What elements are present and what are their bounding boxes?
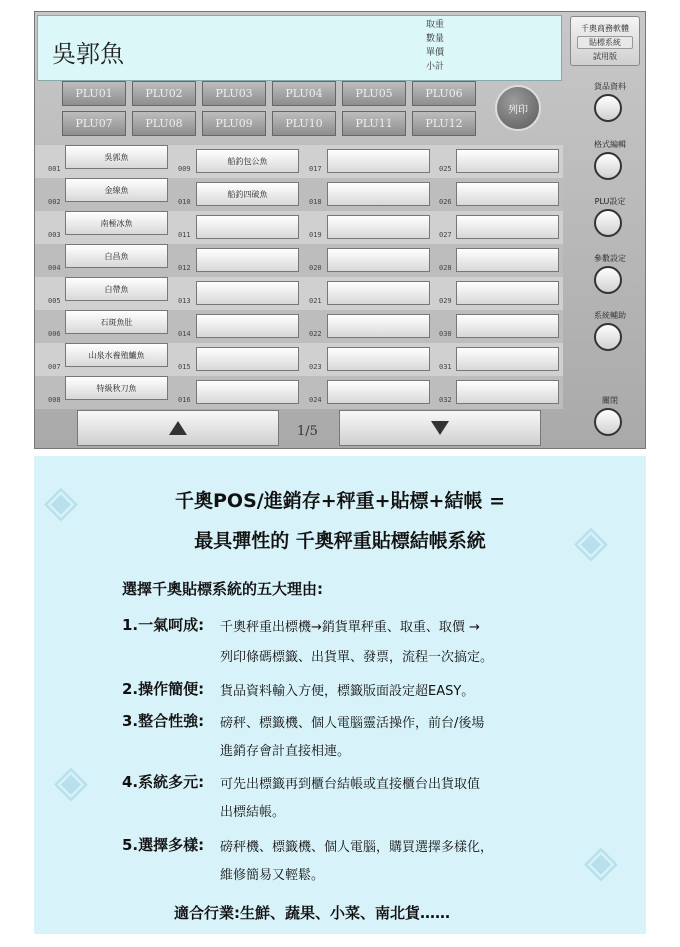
ticket-icon: ◈ xyxy=(584,836,618,887)
triangle-down-icon xyxy=(431,421,449,435)
plu-slot-button[interactable] xyxy=(456,215,559,239)
slot-number: 029 xyxy=(439,297,452,305)
item-display-panel xyxy=(37,15,562,81)
slot-number: 031 xyxy=(439,363,452,371)
reason-5-label: 5.選擇多樣: xyxy=(122,836,205,854)
param-settings-button[interactable] xyxy=(594,266,622,294)
slot-number: 010 xyxy=(178,198,191,206)
plu-slot-button[interactable] xyxy=(456,149,559,173)
item-name: 吳郭魚 xyxy=(52,40,124,68)
plu-slot-button[interactable] xyxy=(327,380,430,404)
promo-title-1: 千奧POS/進銷存+秤重+貼標+結帳 = xyxy=(175,490,505,512)
reason-3-label: 3.整合性強: xyxy=(122,712,205,730)
plu-slot-button[interactable] xyxy=(196,314,299,338)
side-label-assist: 系統輔助 xyxy=(594,311,626,320)
products-button[interactable] xyxy=(594,94,622,122)
plu-slot-button[interactable] xyxy=(327,314,430,338)
meta-price-label: 單價 xyxy=(426,48,445,58)
slot-number: 016 xyxy=(178,396,191,404)
page-up-button[interactable] xyxy=(77,410,279,446)
slot-number: 027 xyxy=(439,231,452,239)
slot-number: 028 xyxy=(439,264,452,272)
plu-slot-button[interactable] xyxy=(327,347,430,371)
slot-number: 020 xyxy=(309,264,322,272)
brand-system: 貼標系統 xyxy=(577,36,633,49)
reason-5-line-2: 維修簡易又輕鬆。 xyxy=(220,868,325,883)
plu-tab-10[interactable]: PLU10 xyxy=(272,111,336,136)
slot-number: 005 xyxy=(48,297,61,305)
slot-number: 001 xyxy=(48,165,61,173)
ticket-icon: ◈ xyxy=(574,516,608,567)
meta-quantity-label: 數量 xyxy=(426,34,445,44)
plu-tab-12[interactable]: PLU12 xyxy=(412,111,476,136)
meta-weight-label: 取重 xyxy=(426,20,445,30)
plu-slot-button[interactable] xyxy=(196,281,299,305)
plu-slot-button[interactable]: 石斑魚肚 xyxy=(65,310,168,334)
slot-number: 015 xyxy=(178,363,191,371)
page-indicator: 1/5 xyxy=(297,424,318,439)
slot-number: 023 xyxy=(309,363,322,371)
side-label-format: 格式編輯 xyxy=(594,140,626,149)
plu-slot-button[interactable] xyxy=(196,380,299,404)
slot-number: 030 xyxy=(439,330,452,338)
slot-number: 021 xyxy=(309,297,322,305)
plu-slot-button[interactable] xyxy=(456,281,559,305)
plu-tab-04[interactable]: PLU04 xyxy=(272,81,336,106)
plu-slot-button[interactable] xyxy=(456,182,559,206)
slot-number: 026 xyxy=(439,198,452,206)
slot-number: 013 xyxy=(178,297,191,305)
industries-text: 適合行業:生鮮、蔬果、小菜、南北貨…… xyxy=(174,904,451,922)
side-label-plu: PLU設定 xyxy=(594,197,626,206)
reason-5-line-1: 磅秤機、標籤機、個人電腦，購買選擇多樣化， xyxy=(220,840,494,855)
slot-number: 024 xyxy=(309,396,322,404)
slot-number: 008 xyxy=(48,396,61,404)
side-label-close: 關閉 xyxy=(602,396,618,405)
promo-panel xyxy=(34,456,646,934)
plu-settings-button[interactable] xyxy=(594,209,622,237)
side-label-products: 貨品資料 xyxy=(594,82,626,91)
ticket-icon: ◈ xyxy=(54,756,88,807)
slot-number: 006 xyxy=(48,330,61,338)
reason-2-label: 2.操作簡便: xyxy=(122,680,205,698)
reason-1-line-2: 列印條碼標籤、出貨單、發票，流程一次搞定。 xyxy=(220,650,494,665)
plu-slot-button[interactable]: 南極冰魚 xyxy=(65,211,168,235)
plu-slot-button[interactable] xyxy=(196,248,299,272)
slot-number: 018 xyxy=(309,198,322,206)
plu-slot-button[interactable] xyxy=(456,248,559,272)
plu-slot-button[interactable] xyxy=(456,314,559,338)
triangle-up-icon xyxy=(169,421,187,435)
plu-slot-button[interactable] xyxy=(196,215,299,239)
plu-slot-button[interactable] xyxy=(327,281,430,305)
slot-number: 009 xyxy=(178,165,191,173)
slot-number: 011 xyxy=(178,231,191,239)
plu-slot-button[interactable]: 山泉水養殖鱸魚 xyxy=(65,343,168,367)
plu-slot-button[interactable]: 吳郭魚 xyxy=(65,145,168,169)
plu-tab-01[interactable]: PLU01 xyxy=(62,81,126,106)
brand-edition: 試用版 xyxy=(593,52,617,61)
slot-number: 003 xyxy=(48,231,61,239)
plu-tab-07[interactable]: PLU07 xyxy=(62,111,126,136)
meta-subtotal-label: 小計 xyxy=(426,62,445,72)
slot-number: 007 xyxy=(48,363,61,371)
reason-1-label: 1.一氣呵成: xyxy=(122,616,205,634)
slot-number: 004 xyxy=(48,264,61,272)
plu-tab-05[interactable]: PLU05 xyxy=(342,81,406,106)
plu-tab-03[interactable]: PLU03 xyxy=(202,81,266,106)
slot-number: 014 xyxy=(178,330,191,338)
brand-company: 千奧商務軟體 xyxy=(581,24,629,33)
plu-slot-button[interactable]: 白帶魚 xyxy=(65,277,168,301)
reason-3-line-2: 進銷存會計直接相連。 xyxy=(220,744,351,759)
page-down-button[interactable] xyxy=(339,410,541,446)
plu-tab-08[interactable]: PLU08 xyxy=(132,111,196,136)
plu-tab-09[interactable]: PLU09 xyxy=(202,111,266,136)
brand-badge xyxy=(570,16,640,66)
slot-number: 002 xyxy=(48,198,61,206)
plu-tab-11[interactable]: PLU11 xyxy=(342,111,406,136)
slot-number: 017 xyxy=(309,165,322,173)
slot-number: 019 xyxy=(309,231,322,239)
slot-number: 032 xyxy=(439,396,452,404)
plu-tab-02[interactable]: PLU02 xyxy=(132,81,196,106)
plu-slot-button[interactable]: 船釣四破魚 xyxy=(196,182,299,206)
slot-number: 022 xyxy=(309,330,322,338)
reason-2-line-1: 貨品資料輸入方便，標籤版面設定超EASY。 xyxy=(220,684,475,699)
plu-slot-button[interactable] xyxy=(327,182,430,206)
format-edit-button[interactable] xyxy=(594,152,622,180)
side-label-params: 參數設定 xyxy=(594,254,626,263)
plu-slot-button[interactable] xyxy=(456,380,559,404)
plu-slot-button[interactable] xyxy=(327,149,430,173)
system-assist-button[interactable] xyxy=(594,323,622,351)
plu-slot-button[interactable] xyxy=(456,347,559,371)
pos-app-window xyxy=(34,11,646,449)
plu-slot-button[interactable]: 特級秋刀魚 xyxy=(65,376,168,400)
close-button[interactable] xyxy=(594,408,622,436)
reasons-heading: 選擇千奧貼標系統的五大理由: xyxy=(122,580,323,598)
ticket-icon: ◈ xyxy=(44,476,78,527)
plu-slot-button[interactable]: 金線魚 xyxy=(65,178,168,202)
plu-slot-button[interactable] xyxy=(327,215,430,239)
slot-number: 025 xyxy=(439,165,452,173)
plu-slot-button[interactable]: 白昌魚 xyxy=(65,244,168,268)
reason-4-line-1: 可先出標籤再到櫃台結帳或直接櫃台出貨取值 xyxy=(220,777,481,792)
plu-tab-06[interactable]: PLU06 xyxy=(412,81,476,106)
reason-4-label: 4.系統多元: xyxy=(122,773,205,791)
promo-title-2: 最具彈性的 千奧秤重貼標結帳系統 xyxy=(194,530,486,552)
plu-slot-button[interactable] xyxy=(196,347,299,371)
reason-1-line-1: 千奧秤重出標機→銷貨單秤重、取重、取價 → xyxy=(220,620,480,635)
reason-4-line-2: 出標結帳。 xyxy=(220,805,286,820)
slot-number: 012 xyxy=(178,264,191,272)
print-button[interactable]: 列印 xyxy=(495,85,541,131)
reason-3-line-1: 磅秤、標籤機、個人電腦靈活操作，前台/後場 xyxy=(220,716,485,731)
plu-slot-button[interactable]: 船釣包公魚 xyxy=(196,149,299,173)
plu-slot-button[interactable] xyxy=(327,248,430,272)
